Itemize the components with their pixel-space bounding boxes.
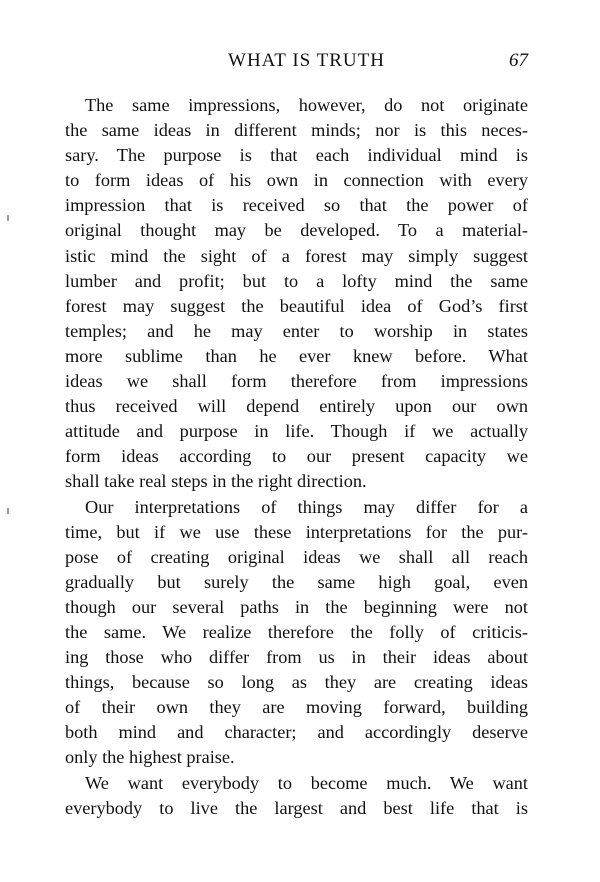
body-text [65, 93, 528, 821]
text-line: lumber and profit; but to a lofty mind the same [65, 270, 528, 291]
text-line: only the highest praise. [65, 747, 235, 768]
text-line: form ideas according to our present capacity we [65, 446, 528, 467]
text-line: gradually but surely the same high goal, even [65, 571, 528, 592]
text-line: ideas we shall form therefore from impressions [65, 371, 528, 392]
text-line: the same. We realize therefore the folly of criticis- [65, 621, 528, 642]
paragraph [65, 495, 528, 771]
text-line: though our several paths in the beginning were not [65, 596, 528, 617]
text-line: pose of creating original ideas we shall all reach [65, 546, 528, 567]
text-line: attitude and purpose in life. Though if we actually [65, 421, 528, 442]
text-line: temples; and he may enter to worship in states [65, 320, 528, 341]
text-line: more sublime than he ever knew before. What [65, 345, 528, 366]
text-line: sary. The purpose is that each individual mind is [65, 145, 528, 166]
page-number: 67 [509, 50, 528, 71]
text-line: We want everybody to become much. We want [85, 772, 528, 793]
text-line: Our interpretations of things may differ for a [85, 496, 528, 517]
scan-mark [7, 215, 9, 221]
text-line: The same impressions, however, do not originate [85, 95, 528, 115]
text-line: forest may suggest the beautiful idea of God’s first [65, 295, 528, 316]
text-line: the same ideas in different minds; nor is this neces- [65, 120, 528, 141]
text-line: ing those who differ from us in their ideas about [65, 647, 528, 668]
text-line: of their own they are moving forward, building [65, 697, 528, 718]
running-title: WHAT IS TRUTH [228, 50, 385, 71]
text-line: time, but if we use these interpretations for the pur- [65, 521, 528, 542]
text-line: istic mind the sight of a forest may simply suggest [65, 245, 528, 266]
text-line: everybody to live the largest and best life that is [65, 797, 528, 818]
paragraph [65, 771, 528, 821]
text-line: both mind and character; and accordingly deserve [65, 722, 528, 743]
text-line: shall take real steps in the right direction. [65, 471, 367, 492]
text-line: original thought may be developed. To a material- [65, 220, 528, 241]
text-line: things, because so long as they are creating ideas [65, 672, 528, 693]
running-header [65, 50, 528, 78]
text-line: impression that is received so that the power of [65, 195, 528, 216]
scan-mark [7, 508, 9, 514]
paragraph [65, 93, 528, 495]
text-line: to form ideas of his own in connection with every [65, 170, 528, 191]
text-line: thus received will depend entirely upon our own [65, 396, 528, 417]
